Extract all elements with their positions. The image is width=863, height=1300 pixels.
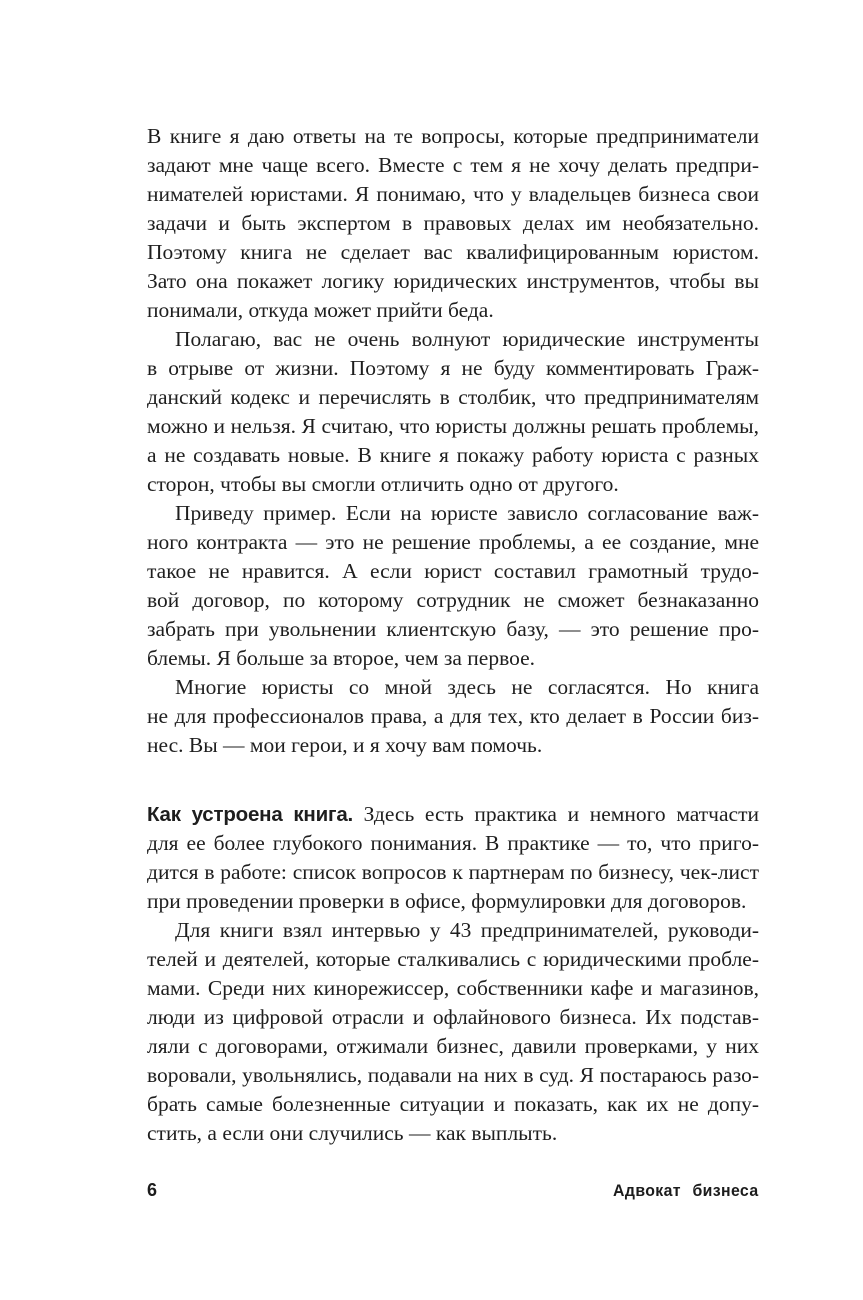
text-line: люди из цифровой отрасли и офлайнового бизнеса. Их подстав- — [147, 1005, 759, 1029]
paragraph — [147, 325, 759, 499]
paragraph — [147, 673, 759, 760]
text-line: задают мне чаще всего. Вместе с тем я не хочу делать предпри- — [147, 153, 759, 177]
text-line: такое не нравится. А если юрист составил грамотный трудо- — [147, 559, 759, 583]
text-line: воровали, увольнялись, подавали на них в суд. Я постараюсь разо- — [147, 1063, 759, 1087]
text-line: данский кодекс и перечислять в столбик, что предпринимателям — [147, 385, 759, 409]
text-line: Полагаю, вас не очень волнуют юридические инструменты — [175, 327, 759, 351]
page-footer — [147, 1180, 759, 1201]
text-line: Многие юристы со мной здесь не согласятся. Но книга — [175, 675, 759, 699]
text-line: при проведении проверки в офисе, формулировки для договоров. — [147, 889, 747, 913]
text-line: можно и нельзя. Я считаю, что юристы должны решать проблемы, — [147, 414, 759, 438]
text-line: ного контракта — это не решение проблемы, а ее создание, мне — [147, 530, 759, 554]
text-line: дится в работе: список вопросов к партнерам по бизнесу, чек-лист — [147, 860, 759, 884]
page-body-text — [147, 122, 759, 1148]
text-line: нимателей юристами. Я понимаю, что у владельцев бизнеса свои — [147, 182, 759, 206]
text-line: понимали, откуда может прийти беда. — [147, 298, 494, 322]
paragraph — [147, 122, 759, 325]
text-line: Для книги взял интервью у 43 предпринимателей, руководи- — [175, 918, 759, 942]
text-line: не для профессионалов права, а для тех, кто делает в России биз- — [147, 704, 759, 728]
running-title: Адвокат бизнеса — [613, 1182, 759, 1200]
text-line: телей и деятелей, которые сталкивались с юридическими пробле- — [147, 947, 759, 971]
text-line: нес. Вы — мои герои, и я хочу вам помочь. — [147, 733, 543, 757]
text-line: брать самые болезненные ситуации и показать, как их не допу- — [147, 1092, 759, 1116]
page-number: 6 — [147, 1180, 158, 1200]
text-line: забрать при увольнении клиентскую базу, — это решение про- — [147, 617, 759, 641]
text-line: Зато она покажет логику юридических инструментов, чтобы вы — [147, 269, 759, 293]
text-line: стить, а если они случились — как выплыть. — [147, 1121, 558, 1145]
section-run-in-heading: Как устроена книга. — [147, 803, 354, 826]
text-line: Поэтому книга не сделает вас квалифицированным юристом. — [147, 240, 759, 264]
text-line: блемы. Я больше за второе, чем за первое. — [147, 646, 536, 670]
paragraph — [147, 499, 759, 673]
text-line: Как устроена книга. Здесь есть практика и немного матчасти — [147, 802, 759, 826]
text-line: а не создавать новые. В книге я покажу работу юриста с разных — [147, 443, 759, 467]
text-line: задачи и быть экспертом в правовых делах им необязательно. — [147, 211, 759, 235]
text-line: вой договор, по которому сотрудник не сможет безнаказанно — [147, 588, 759, 612]
text-line: сторон, чтобы вы смогли отличить одно от другого. — [147, 472, 619, 496]
text-line: для ее более глубокого понимания. В практике — то, что приго- — [147, 831, 759, 855]
text-line: В книге я даю ответы на те вопросы, которые предприниматели — [147, 124, 759, 148]
text-line: ляли с договорами, отжимали бизнес, давили проверками, у них — [147, 1034, 759, 1058]
text-line: мами. Среди них кинорежиссер, собственники кафе и магазинов, — [147, 976, 759, 1000]
paragraph — [147, 916, 759, 1148]
text-line: Приведу пример. Если на юристе зависло согласование важ- — [175, 501, 759, 525]
paragraph — [147, 800, 759, 916]
text-line: в отрыве от жизни. Поэтому я не буду комментировать Граж- — [147, 356, 759, 380]
